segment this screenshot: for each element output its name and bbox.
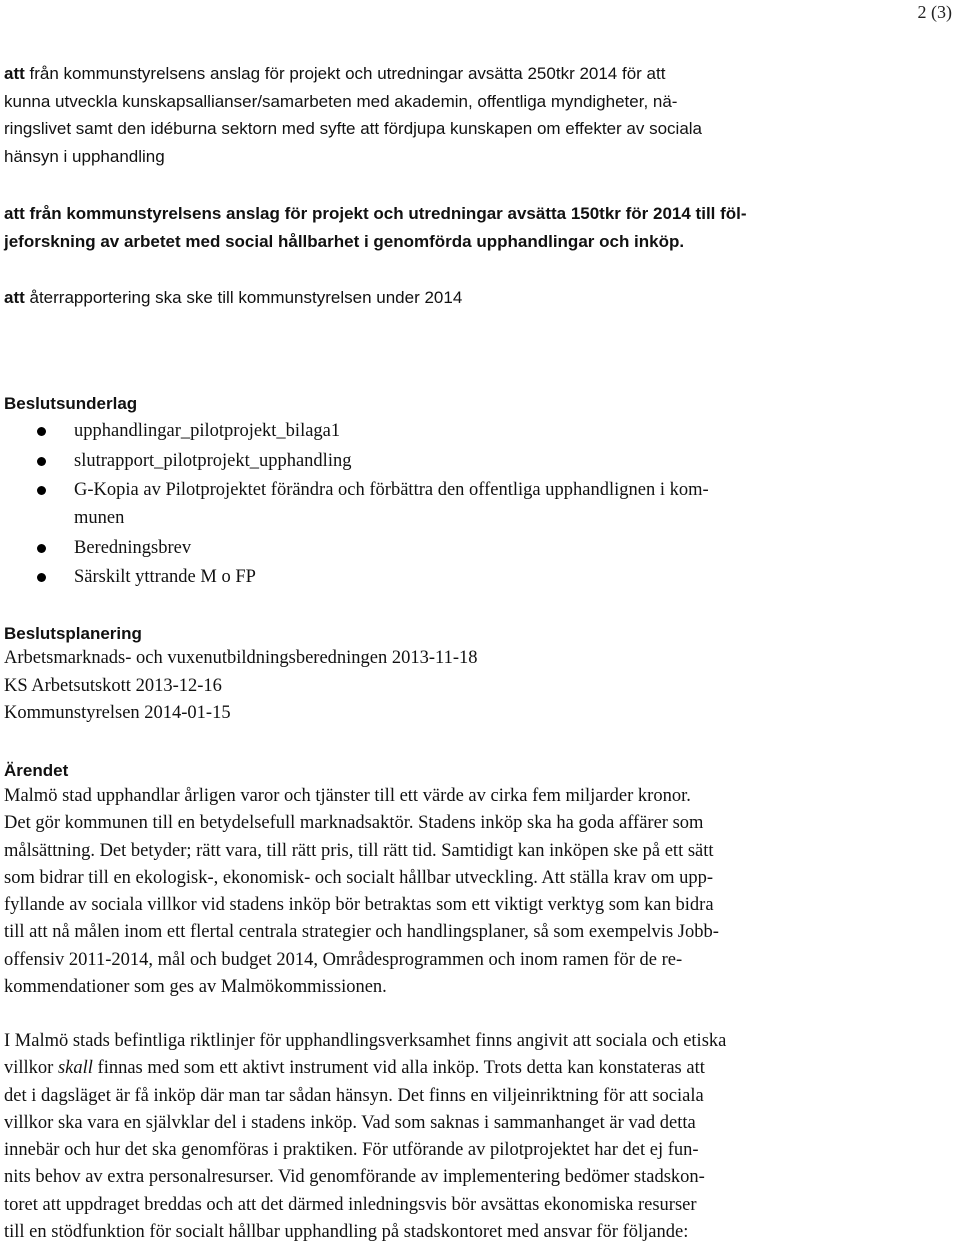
paragraph-line: det i dagsläget är få inköp där man tar sådan hänsyn. Det finns en viljeinriktning för att sociala: [4, 1085, 704, 1106]
att-line: återrapportering ska ske till kommunstyrelsen under 2014: [24, 288, 463, 307]
att-line: ringslivet samt den idéburna sektorn med syfte att fördjupa kunskapen om effekter av sociala: [4, 119, 703, 138]
paragraph-line: Malmö stad upphandlar årligen varor och tjänster till ett värde av cirka fem miljarder kronor.: [4, 786, 691, 806]
beslutsplanering-heading: Beslutsplanering: [4, 624, 142, 643]
att-paragraph-3: [4, 284, 874, 312]
paragraph-line: kommendationer som ges av Malmökommissionen.: [4, 977, 387, 998]
attachment-name: Särskilt yttrande M o FP: [74, 567, 256, 588]
list-item: [4, 417, 904, 445]
page-number: 2 (3): [917, 2, 952, 22]
attachment-name: upphandlingar_pilotprojekt_bilaga1: [74, 421, 341, 441]
paragraph-line: som bidrar till en ekologisk-, ekonomisk- och socialt hållbar utveckling. Att ställa krav om upp-: [4, 867, 714, 888]
attachment-name-continued: munen: [74, 508, 125, 529]
attachment-name: G-Kopia av Pilotprojektet förändra och förbättra den offentliga upphandlignen i kom-: [74, 480, 709, 501]
arendet-paragraph-2: [4, 1028, 884, 1246]
planning-line: KS Arbetsutskott 2013-12-16: [4, 675, 222, 696]
att-line: kunna utveckla kunskapsallianser/samarbeten med akademin, offentliga myndigheter, nä-: [4, 91, 678, 111]
paragraph-line: till att nå målen inom ett flertal centrala strategier och handlingsplaner, så som exempelvis Jobb-: [4, 922, 719, 943]
list-item: [4, 563, 904, 591]
text-run: villkor: [4, 1058, 58, 1079]
bullet-icon: [37, 486, 46, 495]
arendet-heading: Ärendet: [4, 761, 69, 780]
paragraph-line: innebär och hur det ska genomföras i praktiken. För utförande av pilotprojektet har det ej fun-: [4, 1140, 699, 1161]
att-line: från kommunstyrelsens anslag för projekt och utredningar avsätta 250tkr 2014 för att: [24, 64, 666, 83]
list-item: [4, 447, 904, 475]
paragraph-line: Det gör kommunen till en betydelsefull marknadsaktör. Stadens inköp ska ha goda affärer som: [4, 813, 704, 834]
paragraph-line: fyllande av sociala villkor vid stadens inköp bör betraktas som ett viktigt verktyg som kan bidra: [4, 895, 714, 916]
paragraph-line: [4, 1055, 884, 1082]
att-lead: att: [4, 64, 25, 83]
document-page: [4, 0, 956, 1249]
paragraph-line: till en stödfunktion för socialt hållbar upphandling på stadskontoret med ansvar för följande:: [4, 1222, 689, 1243]
attachment-name: slutrapport_pilotprojekt_upphandling: [74, 450, 352, 471]
att-lead: att: [4, 288, 25, 307]
att-paragraph-1: [4, 60, 874, 170]
planning-line: Kommunstyrelsen 2014-01-15: [4, 703, 231, 723]
bullet-icon: [37, 457, 46, 466]
att-lead: att: [4, 204, 25, 223]
bullet-icon: [37, 544, 46, 553]
paragraph-line: nits behov av extra personalresurser. Vid genomförande av implementering bedömer stadskon-: [4, 1167, 705, 1188]
bullet-icon: [37, 573, 46, 582]
beslutsplanering-list: [4, 645, 478, 728]
beslutsunderlag-heading: Beslutsunderlag: [4, 394, 138, 413]
text-run: finnas med som ett aktivt instrument vid alla inköp. Trots detta kan konstateras att: [92, 1058, 705, 1079]
att-paragraph-2: [4, 200, 874, 255]
att-line: från kommunstyrelsens anslag för projekt och utredningar avsätta 150tkr för 2014 till föl-: [24, 204, 747, 223]
emphasis-text: skall: [57, 1058, 93, 1079]
list-item: [4, 534, 904, 562]
planning-line: Arbetsmarknads- och vuxenutbildningsberedningen 2013-11-18: [4, 648, 478, 668]
arendet-paragraph-1: [4, 783, 884, 1001]
beslutsunderlag-list: [4, 417, 904, 593]
attachment-name: Beredningsbrev: [74, 537, 192, 558]
paragraph-line: offensiv 2011-2014, mål och budget 2014, Områdesprogrammen och inom ramen för de re-: [4, 949, 683, 970]
att-line: hänsyn i upphandling: [4, 146, 165, 166]
paragraph-line: målsättning. Det betyder; rätt vara, till rätt pris, till rätt tid. Samtidigt kan inköpen ske på ett sätt: [4, 840, 714, 861]
paragraph-line: toret att uppdraget breddas och att det därmed inledningsvis bör avsättas ekonomiska resurser: [4, 1194, 697, 1215]
paragraph-line: villkor ska vara en självklar del i stadens inköp. Vad som saknas i sammanhanget är vad detta: [4, 1112, 696, 1133]
att-line: jeforskning av arbetet med social hållbarhet i genomförda upphandlingar och inköp.: [4, 231, 685, 251]
paragraph-line: I Malmö stads befintliga riktlinjer för upphandlingsverksamhet finns angivit att sociala och etiska: [4, 1031, 727, 1051]
list-item: [4, 476, 904, 532]
bullet-icon: [37, 427, 46, 436]
